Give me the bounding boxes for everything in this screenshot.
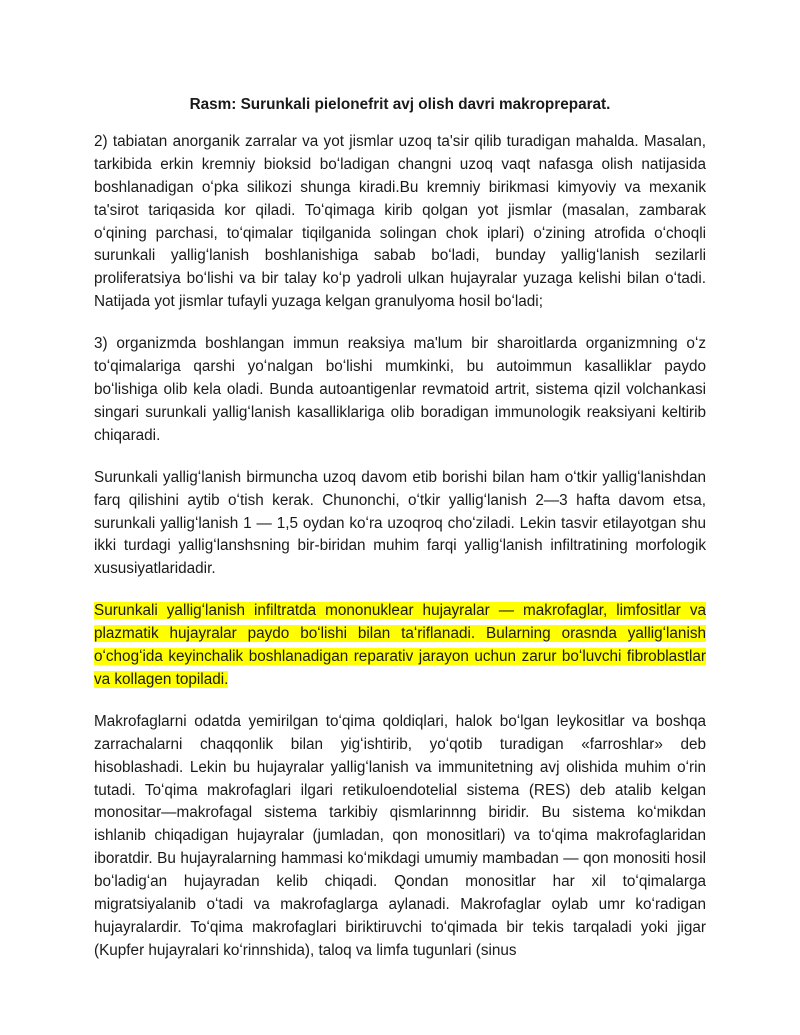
paragraph-2-text: 3) organizmda boshlangan immun reaksiya ma'lum bir sharoitlarda organizmning oʻz toʻqimalariga qarshi yoʻnalgan boʻlishi mumkinki, bu autoimmun kasalliklar paydo boʻlishiga olib kela oladi. Bunda autoantigenlar revmatoid artrit, sistema qizil volchankasi singari surunkali yalligʻlanish kasalliklariga olib boradigan immunologik reaksiyani keltirib chiqaradi.	[94, 335, 706, 444]
paragraph-5-text: Makrofaglarni odatda yemirilgan toʻqima qoldiqlari, halok boʻlgan leykositlar va boshqa zarrachalarni chaqqonlik bilan yigʻishtirib, yoʻqotib turadigan «farroshlar» deb hisoblashadi. Lekin bu hujayralar yalligʻlanish va immunitetning avj olishida muhim oʻrin tutadi. Toʻqima makrofaglari ilgari retikuloendotelial sistema (RES) deb atalib kelgan monositar—makrofagal sistema tarkibiy qismlarinnng biridir. Bu sistema koʻmikdan ishlanib chiqadigan hujayralar (jumladan, qon monositlari) va toʻqima makrofaglaridan iboratdir. Bu hujayralarning hammasi koʻmikdagi umumiy mambadan — qon monositi hosil boʻladigʻan hujayradan kelib chiqadi. Qondan monositlar har xil toʻqimalarga migratsiyalanib oʻtadi va makrofaglarga aylanadi. Makrofaglar oylab umr koʻradigan hujayralardir. Toʻqima makrofaglari biriktiruvchi toʻqimada bir tekis tarqaladi yoki jigar (Kupfer hujayralari koʻrinnshida), taloq va limfa tugunlari (sinus	[94, 712, 706, 959]
figure-caption: Rasm: Surunkali pielonefrit avj olish davri makropreparat.	[189, 96, 611, 113]
paragraph-1-text: 2) tabiatan anorganik zarralar va yot jismlar uzoq ta'sir qilib turadigan mahalda. Masalan, tarkibida erkin kremniy bioksid boʻladigan changni uzoq vaqt nafasga olish natijasida boshlanadigan oʻpka silikozi shunga kiradi.Bu kremniy birikmasi kimyoviy va mexanik ta'sirot tariqasida kor qiladi. Toʻqimaga kirib qolgan yot jismlar (masalan, zambarak oʻqining parchasi, toʻqimalar tiqilganida solingan chok iplari) oʻzining atrofida oʻchoqli surunkali yalligʻlanish boshlanishiga sabab boʻladi, bunday yalligʻlanish sezilarli proliferatsiya boʻlishi va bir talay koʻp yadroli ulkan hujayralar yuzaga kelishi bilan oʻtadi. Natijada yot jismlar tufayli yuzaga kelgan granulyoma hosil boʻladi;	[94, 132, 706, 311]
paragraph-2	[94, 333, 706, 448]
paragraph-4-highlighted	[94, 600, 706, 692]
paragraph-3	[94, 467, 706, 582]
paragraph-5	[94, 711, 706, 963]
highlighted-text: Surunkali yalligʻlanish infiltratda mononuklear hujayralar — makrofaglar, limfositlar va plazmatik hujayralar paydo boʻlishi bilan taʻriflanadi. Bularning orasnda yalligʻlanish oʻchogʻida keyinchalik boshlanadigan reparativ jarayon uchun zarur boʻluvchi fibroblastlar va kollagen topiladi.	[94, 602, 706, 688]
paragraph-1	[94, 131, 706, 314]
document-page	[94, 94, 706, 982]
paragraph-3-text: Surunkali yalligʻlanish birmuncha uzoq davom etib borishi bilan ham oʻtkir yalligʻlanishdan farq qilishini aytib oʻtish kerak. Chunonchi, oʻtkir yalligʻlanish 2—3 hafta davom etsa, surunkali yalligʻlanish 1 — 1,5 oydan koʻra uzoqroq choʻziladi. Lekin tasvir etilayotgan shu ikki turdagi yalligʻlanshsning bir-biridan muhim farqi yalligʻlanish infiltratining morfologik xususiyatlaridadir.	[94, 468, 706, 578]
